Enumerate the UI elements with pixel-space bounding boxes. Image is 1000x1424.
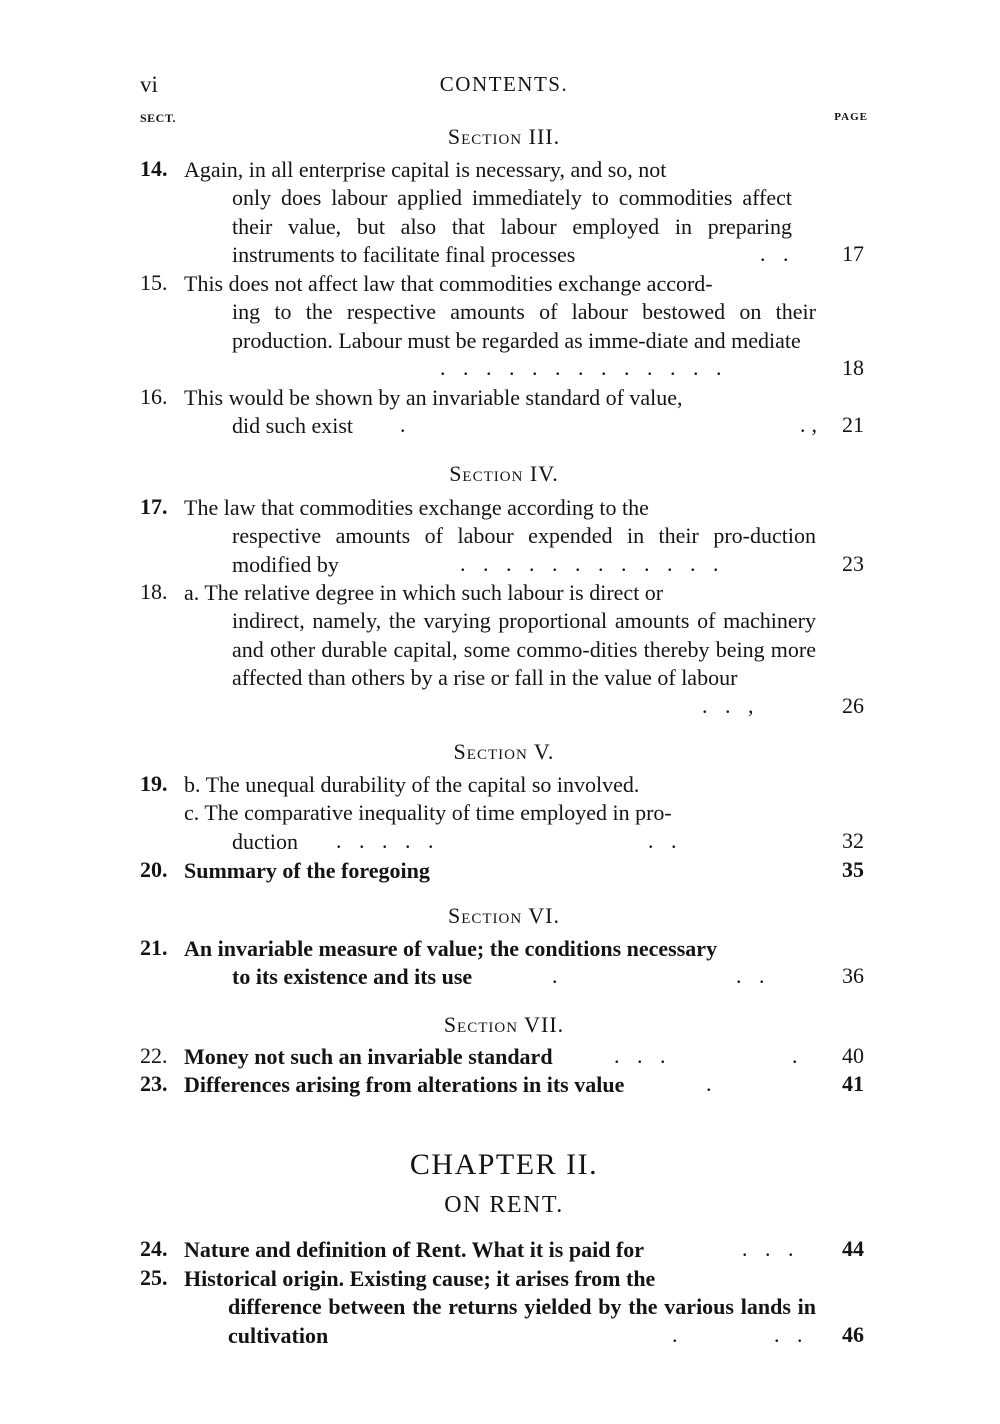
dot-leader: . [672, 1322, 684, 1347]
page-column-head: PAGE [834, 111, 868, 123]
page-number: 17 [842, 241, 864, 266]
running-head [140, 72, 868, 102]
dot-leader: . [706, 1071, 718, 1096]
toc-entry-19 [140, 771, 864, 859]
toc-entry-25 [140, 1265, 864, 1353]
entry-text: Again, in all enterprise capital is necessary, and so, not [184, 157, 667, 182]
dot-leader: . . . . . [336, 828, 440, 853]
entry-text-continued: only does labour applied immediately to commodities affect their value, but also that labour employed in preparing instruments to facilitate final processes [232, 185, 792, 268]
section-heading: Section V. [453, 739, 555, 764]
page-number: 40 [842, 1043, 864, 1068]
page-number: 32 [842, 828, 864, 853]
toc-entry-24 [140, 1236, 864, 1266]
entry-text-continued: respective amounts of labour expended in their pro-duction modified by [232, 523, 816, 577]
sect-column-head: SECT. [140, 111, 176, 125]
dot-leader: . . [736, 963, 771, 988]
toc-entry-18 [140, 579, 864, 725]
dot-leader: . . [774, 1322, 809, 1347]
page-number: 46 [842, 1322, 864, 1347]
entry-text: a. The relative degree in which such labour is direct or [184, 580, 664, 605]
dot-leader: . [400, 412, 412, 437]
chapter-subtitle: ON RENT. [444, 1192, 564, 1218]
entry-number: 16. [140, 384, 168, 409]
section-heading: Section VI. [447, 903, 561, 928]
entry-text-continued: to its existence and its use [232, 964, 473, 990]
folio: vi [140, 72, 158, 97]
toc-entry-21 [140, 935, 864, 995]
dot-leader: . . . . . . . . . . . . . [440, 355, 728, 380]
entry-subitem-text: c. The comparative inequality of time employed in pro- [184, 800, 672, 826]
running-title: CONTENTS. [439, 72, 569, 96]
toc-entry-20 [140, 857, 864, 887]
page-number: 44 [842, 1236, 864, 1261]
entry-number: 19. [140, 771, 168, 796]
page-number: 36 [842, 963, 864, 988]
dot-leader: . [792, 1043, 804, 1068]
page-number: 41 [842, 1071, 864, 1096]
entry-number: 21. [140, 935, 168, 960]
entry-text: b. The unequal durability of the capital so involved. [184, 772, 640, 797]
entry-text: Differences arising from alterations in its value [184, 1072, 625, 1097]
dot-leader: . . , [702, 693, 760, 718]
toc-entry-15 [140, 270, 864, 386]
entry-text: Historical origin. Existing cause; it arises from the [184, 1266, 656, 1291]
entry-text: Money not such an invariable standard [184, 1044, 553, 1069]
entry-text: The law that commodities exchange according to the [184, 495, 649, 520]
toc-entry-22 [140, 1043, 864, 1073]
section-heading: Section IV. [449, 461, 559, 486]
entry-number: 20. [140, 857, 168, 882]
dot-leader: . [552, 963, 564, 988]
page-number: 21 [842, 412, 864, 437]
entry-text-continued: did such exist [232, 413, 353, 439]
section-heading: Section III. [447, 124, 561, 149]
entry-text-continued: difference between the returns yielded by the various lands in cultivation [228, 1294, 816, 1348]
dot-leader: . . . . . . . . . . . . [460, 551, 725, 576]
dot-leader: . . . [614, 1043, 672, 1068]
entry-number: 17. [140, 494, 168, 519]
toc-entry-16 [140, 384, 864, 444]
toc-entry-17 [140, 494, 864, 582]
page-number: 18 [842, 355, 864, 380]
toc-entry-23 [140, 1071, 864, 1101]
dot-leader: . . [760, 241, 795, 266]
dot-leader: ., [800, 412, 823, 437]
entry-text-continued: duction [232, 828, 298, 854]
section-heading: Section VII. [443, 1012, 565, 1037]
page-number: 35 [842, 857, 864, 882]
entry-number: 22. [140, 1043, 168, 1068]
dot-leader: . . [648, 828, 683, 853]
page-number: 26 [842, 693, 864, 718]
entry-text: This would be shown by an invariable standard of value, [184, 385, 683, 410]
entry-text: Summary of the foregoing [184, 858, 430, 883]
page-number: 23 [842, 551, 864, 576]
entry-text: This does not affect law that commodities exchange accord- [184, 271, 713, 296]
entry-number: 23. [140, 1071, 168, 1096]
entry-number: 24. [140, 1236, 168, 1261]
entry-number: 14. [140, 156, 168, 181]
entry-number: 15. [140, 270, 168, 295]
entry-number: 25. [140, 1265, 168, 1290]
entry-text-continued: ing to the respective amounts of labour bestowed on their production. Labour must be regarded as imme-diate and mediate [232, 299, 816, 353]
entry-text: Nature and definition of Rent. What it is paid for [184, 1237, 645, 1262]
dot-leader: . . . [742, 1236, 800, 1261]
chapter-title: CHAPTER II. [409, 1148, 599, 1181]
entry-text: An invariable measure of value; the conditions necessary [184, 936, 718, 961]
toc-entry-14 [140, 156, 864, 272]
entry-number: 18. [140, 579, 168, 604]
entry-text-continued: indirect, namely, the varying proportional amounts of machinery and other durable capital, some commo-dities thereby being more affected than others by a rise or fall in the value of labour [232, 608, 816, 691]
